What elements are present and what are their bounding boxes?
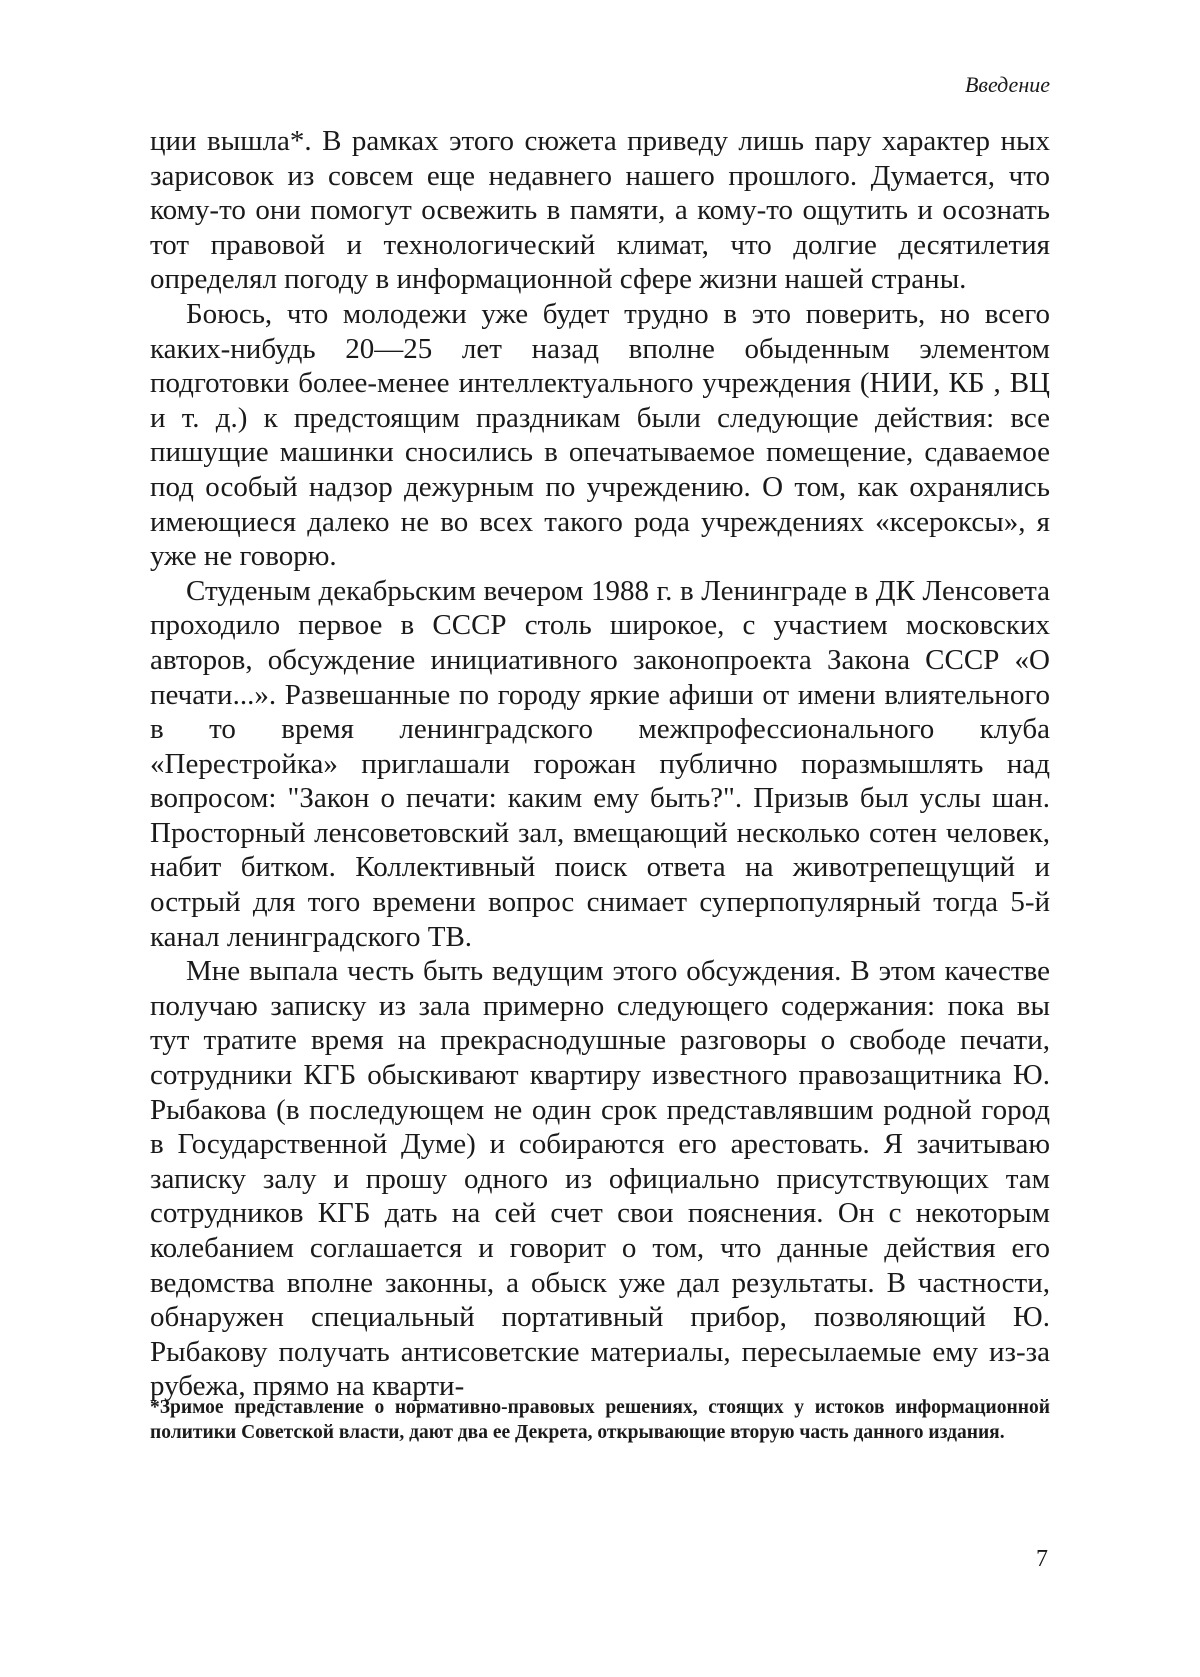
body-text — [150, 124, 1050, 1404]
paragraph: Мне выпала честь быть ведущим этого обсуждения. В этом качестве получаю записку из зала примерно следующего содержания: пока вы тут тратите время на прекраснодушные разговоры о свободе печати, сотрудники КГБ обыскивают квартиру известного правозащитника Ю. Рыбакова (в последующем не один срок представлявшим родной город в Государственной Думе) и собираются его арестовать. Я зачитываю записку залу и прошу одного из официально присутствующих там сотрудников КГБ дать на сей счет свои пояснения. Он с некоторым колебанием соглашается и говорит о том, что данные действия его ведомства вполне законны, а обыск уже дал результаты. В частности, обнаружен специальный портативный прибор, позволяющий Ю. Рыбакову получать антисоветские материалы, пересылаемые ему из-за рубежа, прямо на кварти- — [150, 954, 1050, 1404]
page-number: 7 — [1036, 1545, 1048, 1573]
paragraph: Боюсь, что молодежи уже будет трудно в это поверить, но всего каких-нибудь 20—25 лет назад вполне обыденным элементом подготовки более-менее интеллектуального учреждения (НИИ, КБ , ВЦ и т. д.) к предстоящим праздникам были следующие действия: все пишущие машинки сносились в опечатываемое помещение, сдаваемое под особый надзор дежурным по учреждению. О том, как охранялись имеющиеся далеко не во всех такого рода учреждениях «ксероксы», я уже не говорю. — [150, 297, 1050, 574]
paragraph: Студеным декабрьским вечером 1988 г. в Ленинграде в ДК Ленсовета проходило первое в СССР столь широкое, с участием московских авторов, обсуждение инициативного законопроекта Закона СССР «О печати...». Развешанные по городу яркие афиши от имени влиятельного в то время ленинградского межпрофессионального клуба «Перестройка» приглашали горожан публично поразмышлять над вопросом: "Закон о печати: каким ему быть?". Призыв был услы шан. Просторный ленсоветовский зал, вмещающий несколько сотен человек, набит битком. Коллективный поиск ответа на животрепещущий и острый для того времени вопрос снимает суперпопулярный тогда 5-й канал ленинградского ТВ. — [150, 574, 1050, 955]
footnote: *Зримое представление о нормативно-правовых решениях, стоящих у истоков информационной политики Советской власти, дают два ее Декрета, открывающие вторую часть данного издания. — [150, 1395, 1050, 1445]
running-header: Введение — [965, 72, 1050, 98]
book-page — [0, 0, 1200, 1677]
paragraph: ции вышла*. В рамках этого сюжета приведу лишь пару характер ных зарисовок из совсем еще недавнего нашего прошлого. Думается, что кому-то они помогут освежить в памяти, а кому-то ощутить и осознать тот правовой и технологический климат, что долгие десятилетия определял погоду в информационной сфере жизни нашей страны. — [150, 124, 1050, 297]
